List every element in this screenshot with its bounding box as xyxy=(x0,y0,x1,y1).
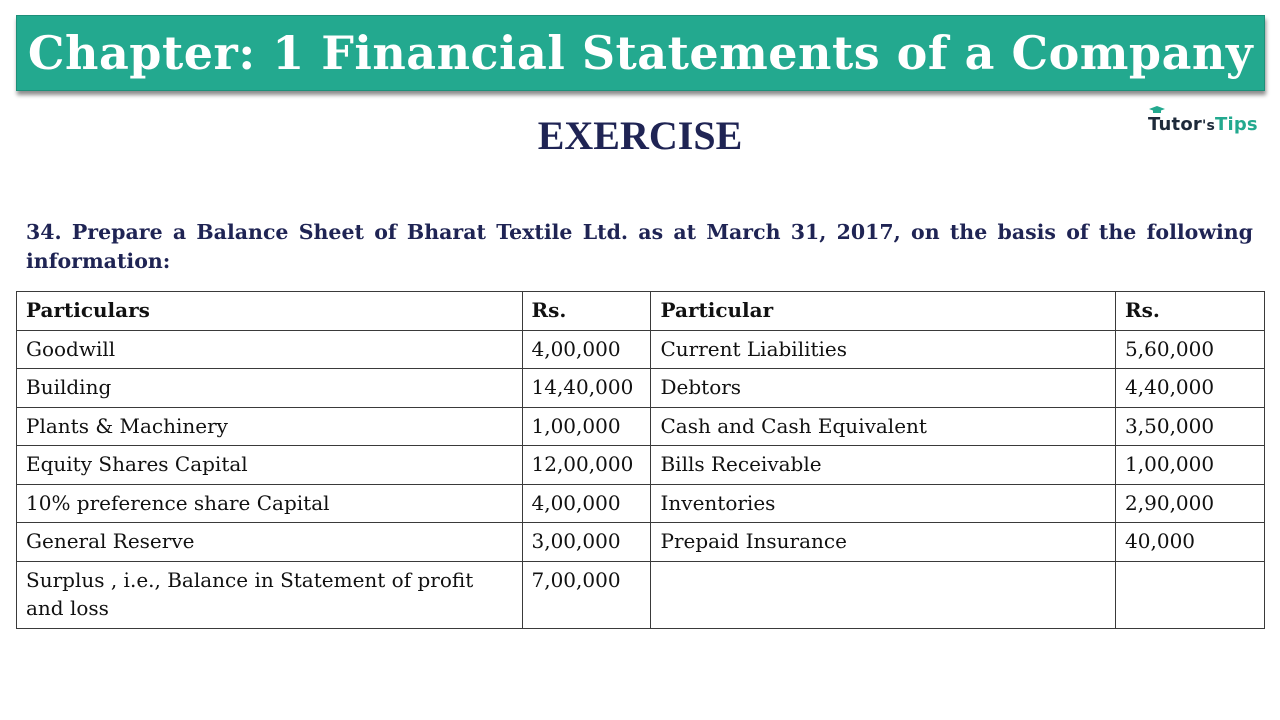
table-cell: Equity Shares Capital xyxy=(17,446,523,485)
header-particular: Particular xyxy=(651,292,1116,331)
chapter-banner xyxy=(16,15,1265,91)
table-header-row xyxy=(17,292,1265,331)
table-row xyxy=(17,330,1265,369)
table-cell: Building xyxy=(17,369,523,408)
table-row xyxy=(17,407,1265,446)
table-cell: 12,00,000 xyxy=(522,446,651,485)
logo-text: Tutor'sTips xyxy=(1148,114,1258,135)
information-table xyxy=(16,291,1265,629)
table-cell: Cash and Cash Equivalent xyxy=(651,407,1116,446)
table-cell: 5,60,000 xyxy=(1116,330,1265,369)
table-row xyxy=(17,484,1265,523)
table-row xyxy=(17,523,1265,562)
table-cell: 4,40,000 xyxy=(1116,369,1265,408)
table-cell: 4,00,000 xyxy=(522,330,651,369)
table-row xyxy=(17,561,1265,628)
table-row xyxy=(17,446,1265,485)
table-row xyxy=(17,369,1265,408)
table-cell: Bills Receivable xyxy=(651,446,1116,485)
table-cell: 1,00,000 xyxy=(522,407,651,446)
table-cell: Prepaid Insurance xyxy=(651,523,1116,562)
table-cell: 2,90,000 xyxy=(1116,484,1265,523)
table-cell: Inventories xyxy=(651,484,1116,523)
table-cell: Plants & Machinery xyxy=(17,407,523,446)
header-amount: Rs. xyxy=(522,292,651,331)
header-particulars: Particulars xyxy=(17,292,523,331)
table-cell: 4,00,000 xyxy=(522,484,651,523)
table-cell: Surplus , i.e., Balance in Statement of profit and loss xyxy=(17,561,523,628)
chapter-title: Chapter: 1 Financial Statements of a Company xyxy=(27,26,1254,80)
table-cell: Debtors xyxy=(651,369,1116,408)
table-cell xyxy=(651,561,1116,628)
table-cell: 3,50,000 xyxy=(1116,407,1265,446)
table-cell: Goodwill xyxy=(17,330,523,369)
table-cell: 10% preference share Capital xyxy=(17,484,523,523)
table-cell: 40,000 xyxy=(1116,523,1265,562)
exercise-heading: EXERCISE xyxy=(537,113,743,158)
table-cell: General Reserve xyxy=(17,523,523,562)
table-cell: Current Liabilities xyxy=(651,330,1116,369)
table-cell: 1,00,000 xyxy=(1116,446,1265,485)
question-text: 34. Prepare a Balance Sheet of Bharat Textile Ltd. as at March 31, 2017, on the basis of the following information: xyxy=(26,220,1253,273)
table-cell: 14,40,000 xyxy=(522,369,651,408)
header-amount: Rs. xyxy=(1116,292,1265,331)
table-cell: 7,00,000 xyxy=(522,561,651,628)
table-cell xyxy=(1116,561,1265,628)
table-cell: 3,00,000 xyxy=(522,523,651,562)
